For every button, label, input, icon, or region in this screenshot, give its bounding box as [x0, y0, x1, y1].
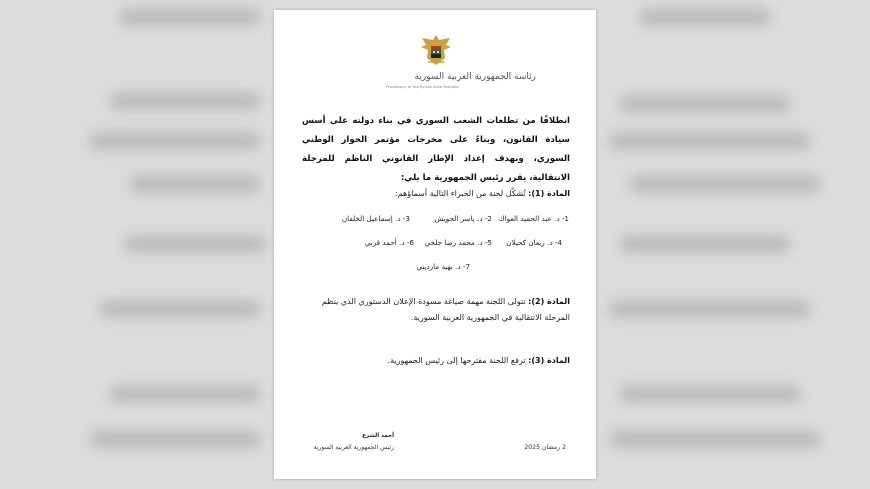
article-2	[302, 294, 570, 326]
decree-document	[274, 10, 596, 479]
member-item: 2- د. ياسر الحويش	[434, 214, 492, 223]
member-item: 7- د. بهية مارديني	[416, 262, 470, 271]
presidency-title-arabic: رئاسة الجمهورية العربية السورية	[414, 72, 536, 82]
article-3-label: المادة (3):	[528, 356, 570, 365]
syrian-eagle-emblem-icon	[419, 32, 453, 68]
signatory-title: رئيس الجمهورية العربية السورية	[313, 444, 394, 451]
article-3-text: ترفع اللجنة مقترحها إلى رئيس الجمهورية.	[387, 356, 526, 365]
preamble-text: انطلاقًا من تطلعات الشعب السوري في بناء دولته على أسس سيادة القانون، وبناءً على مخرجات مؤتمر الحوار الوطني السوري، وبهدف إعداد الإطار القانوني الناظم للمرحلة الانتقالية، يقرر رئيس الجمهورية ما يلي:	[302, 116, 570, 183]
article-1-text: تُشكّل لجنة من الخبراء التالية أسماؤهم:	[395, 189, 526, 198]
article-1	[302, 186, 570, 202]
member-item: 4- د. ريعان كحيلان	[506, 238, 562, 247]
article-2-text: تتولى اللجنة مهمة صياغة مسودة الإعلان الدستوري الذي ينظم المرحلة الانتقالية في الجمهورية العربية السورية.	[321, 297, 570, 322]
article-1-label: المادة (1):	[528, 189, 570, 198]
member-item: 5- د. محمد رضا جلخي	[424, 238, 492, 247]
member-item: 3- د. إسماعيل الخلفان	[341, 214, 410, 223]
article-3	[302, 353, 570, 369]
article-2-label: المادة (2):	[528, 297, 570, 306]
member-item: 1- د. عبد الحميد العواك	[498, 214, 569, 223]
member-item: 6- د. أحمد قربي	[364, 238, 414, 247]
presidency-title-english: Presidency of the Syrian Arab Republic	[386, 85, 460, 89]
decree-date: 2 رمضان 2025	[524, 444, 566, 451]
signatory-name: أحمد الشرع	[362, 433, 394, 439]
